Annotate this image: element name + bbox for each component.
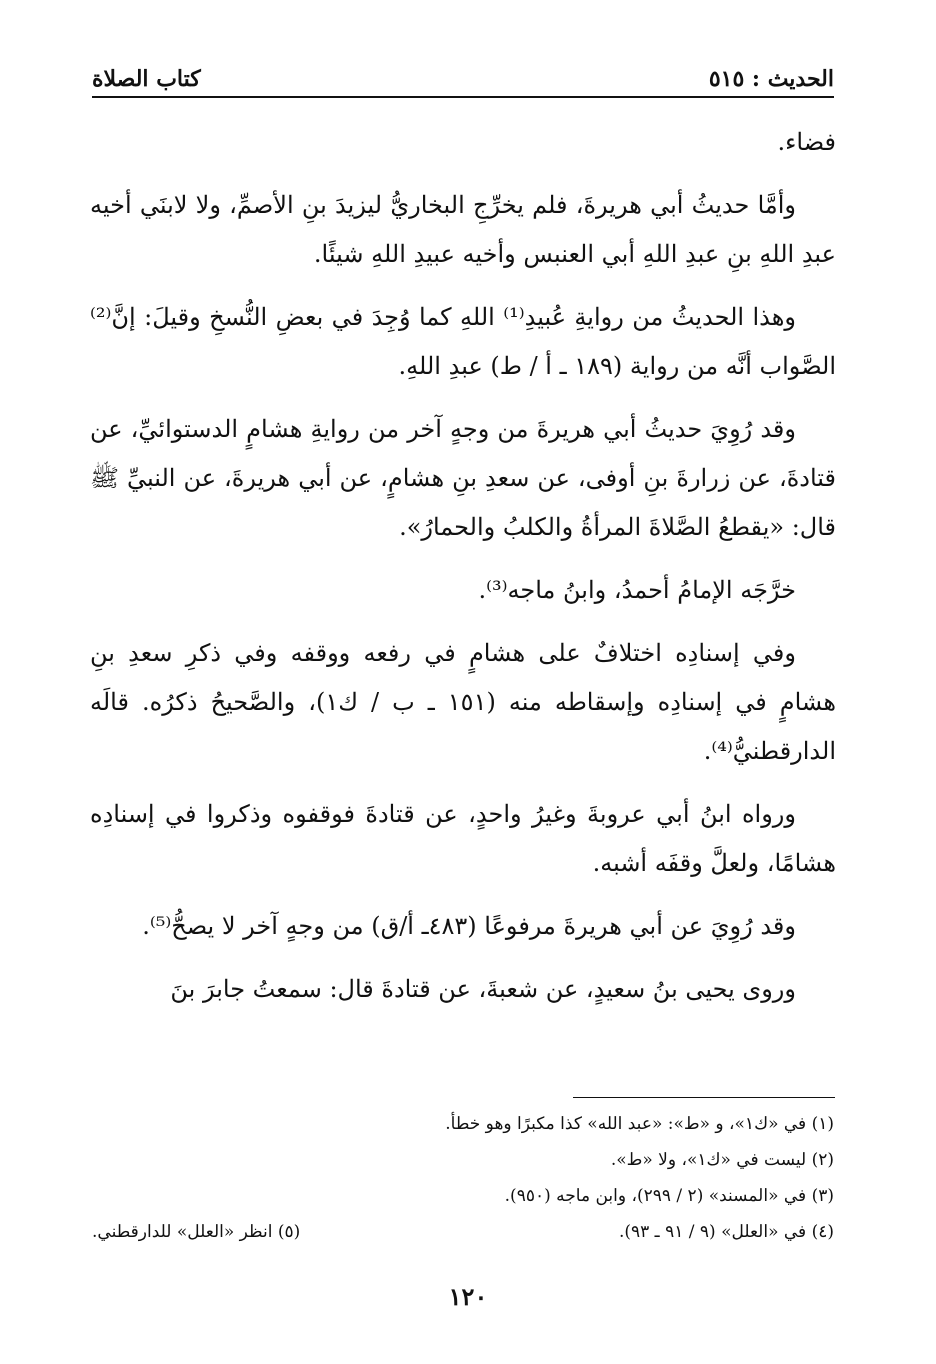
paragraph: خرَّجَه الإمامُ أحمدُ، وابنُ ماجه⁽³⁾. [478, 576, 796, 604]
footnote: (٤) في «العلل» (٩ / ٩١ ـ ٩٣). [618, 1222, 834, 1242]
footnotes [92, 1106, 834, 1250]
footnote: (٣) في «المسند» (٢ / ٢٩٩)، وابن ماجه (٩٥٠). [504, 1186, 834, 1206]
paragraph: وهذا الحديثُ من روايةِ عُبيدِ⁽¹⁾ اللهِ كما وُجِدَ في بعضِ النُّسخِ وقيلَ: إنَّ⁽²⁾ الصَّواب أنَّه من رواية (١٨٩ ـ أ / ط) عبدِ اللهِ. [90, 303, 836, 380]
hadith-number: الحديث : ٥١٥ [708, 66, 834, 92]
running-header [92, 60, 834, 98]
book-title: كتاب الصلاة [92, 66, 201, 92]
footnote: (١) في «ك١»، و «ط»: «عبد الله» كذا مكبرًا وهو خطأ. [445, 1114, 834, 1134]
footnote: (٢) ليست في «ك١»، ولا «ط». [610, 1150, 834, 1170]
paragraph: وفي إسنادِه اختلافٌ على هشامٍ في رفعه ووقفه وفي ذكرِ سعدِ بنِ هشامٍ في إسنادِه وإسقاطه منه (١٥١ ـ ب / ك١)، والصَّحيحُ ذكرُه. قالَه الدارقطنيُّ⁽⁴⁾. [90, 639, 836, 765]
paragraph: ورواه ابنُ أبي عروبةَ وغيرُ واحدٍ، عن قتادةَ فوقفوه وذكروا في إسنادِه هشامًا، ولعلَّ وقفَه أشبه. [90, 800, 836, 877]
page-number: ١٢٠ [448, 1282, 488, 1311]
main-text [90, 118, 836, 1028]
footnote-divider [573, 1097, 835, 1098]
paragraph: وقد رُوِيَ عن أبي هريرةَ مرفوعًا (٤٨٣ـ أ/ق) من وجهٍ آخر لا يصحُّ⁽⁵⁾. [142, 912, 796, 940]
paragraph: وروى يحيى بنُ سعيدٍ، عن شعبةَ، عن قتادةَ قال: سمعتُ جابرَ بنَ [170, 975, 796, 1003]
footnote: (٥) انظر «العلل» للدارقطني. [92, 1222, 301, 1242]
paragraph: وأمَّا حديثُ أبي هريرةَ، فلم يخرِّجِ البخاريُّ ليزيدَ بنِ الأصمِّ، ولا لابنَي أخيه عبدِ اللهِ بنِ عبدِ اللهِ أبي العنبس وأخيه عبيدِ اللهِ شيئًا. [90, 191, 836, 268]
paragraph: وقد رُوِيَ حديثُ أبي هريرةَ من وجهٍ آخر من روايةِ هشامٍ الدستوائيِّ، عن قتادةَ، عن زرارةَ بنِ أوفى، عن سعدِ بنِ هشامٍ، عن أبي هريرةَ، عن النبيِّ ﷺ قال: «يقطعُ الصَّلاةَ المرأةُ والكلبُ والحمارُ». [90, 415, 837, 541]
paragraph: فضاء. [777, 128, 836, 156]
footnote-row [92, 1214, 834, 1250]
